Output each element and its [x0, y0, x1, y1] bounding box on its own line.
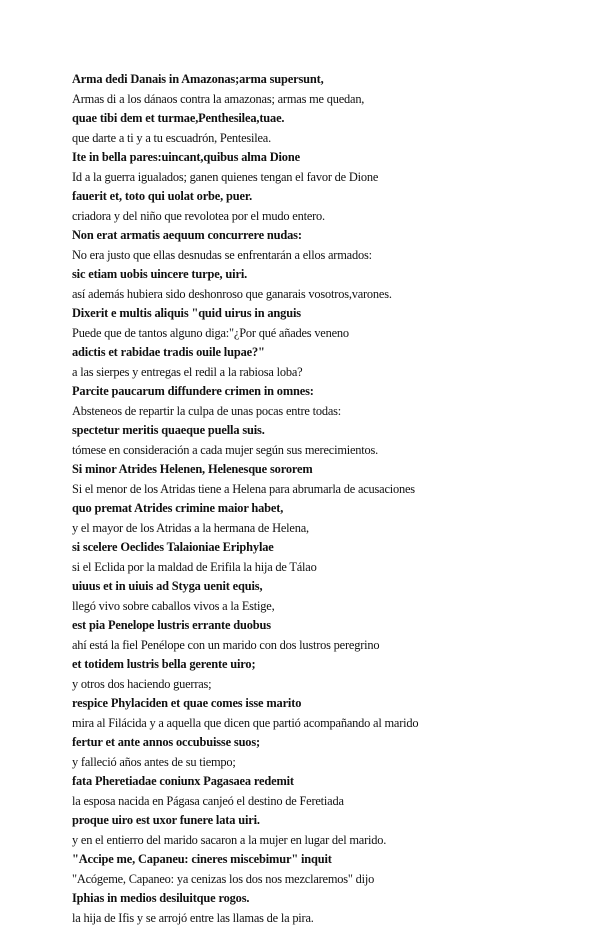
- spanish-translation-line: y el mayor de los Atridas a la hermana de Helena,: [72, 519, 572, 539]
- latin-verse-line: fauerit et, toto qui uolat orbe, puer.: [72, 187, 572, 207]
- spanish-translation-line: a las sierpes y entregas el redil a la rabiosa loba?: [72, 363, 572, 383]
- spanish-translation-line: tómese en consideración a cada mujer según sus merecimientos.: [72, 441, 572, 461]
- latin-verse-line: fata Pheretiadae coniunx Pagasaea redemit: [72, 772, 572, 792]
- spanish-translation-line: así además hubiera sido deshonroso que ganarais vosotros,varones.: [72, 285, 572, 305]
- spanish-translation-line: y en el entierro del marido sacaron a la mujer en lugar del marido.: [72, 831, 572, 851]
- spanish-translation-line: Id a la guerra igualados; ganen quienes tengan el favor de Dione: [72, 168, 572, 188]
- latin-verse-line: quae tibi dem et turmae,Penthesilea,tuae.: [72, 109, 572, 129]
- latin-verse-line: Non erat armatis aequum concurrere nudas:: [72, 226, 572, 246]
- latin-verse-line: fertur et ante annos occubuisse suos;: [72, 733, 572, 753]
- latin-verse-line: respice Phylaciden et quae comes isse marito: [72, 694, 572, 714]
- spanish-translation-line: mira al Filácida y a aquella que dicen que partió acompañando al marido: [72, 714, 572, 734]
- latin-verse-line: Dixerit e multis aliquis "quid uirus in anguis: [72, 304, 572, 324]
- spanish-translation-line: la esposa nacida en Págasa canjeó el destino de Feretiada: [72, 792, 572, 812]
- spanish-translation-line: No era justo que ellas desnudas se enfrentarán a ellos armados:: [72, 246, 572, 266]
- spanish-translation-line: Si el menor de los Atridas tiene a Helena para abrumarla de acusaciones: [72, 480, 572, 500]
- text-body: [72, 70, 572, 928]
- spanish-translation-line: Armas di a los dánaos contra la amazonas; armas me quedan,: [72, 90, 572, 110]
- latin-verse-line: si scelere Oeclides Talaioniae Eriphylae: [72, 538, 572, 558]
- spanish-translation-line: criadora y del niño que revolotea por el mudo entero.: [72, 207, 572, 227]
- spanish-translation-line: la hija de Ifis y se arrojó entre las llamas de la pira.: [72, 909, 572, 928]
- spanish-translation-line: Puede que de tantos alguno diga:"¿Por qué añades veneno: [72, 324, 572, 344]
- spanish-translation-line: ahí está la fiel Penélope con un marido con dos lustros peregrino: [72, 636, 572, 656]
- latin-verse-line: uiuus et in uiuis ad Styga uenit equis,: [72, 577, 572, 597]
- latin-verse-line: Si minor Atrides Helenen, Helenesque sororem: [72, 460, 572, 480]
- latin-verse-line: spectetur meritis quaeque puella suis.: [72, 421, 572, 441]
- latin-verse-line: proque uiro est uxor funere lata uiri.: [72, 811, 572, 831]
- latin-verse-line: adictis et rabidae tradis ouile lupae?": [72, 343, 572, 363]
- spanish-translation-line: que darte a ti y a tu escuadrón, Pentesilea.: [72, 129, 572, 149]
- spanish-translation-line: y falleció años antes de su tiempo;: [72, 753, 572, 773]
- spanish-translation-line: Absteneos de repartir la culpa de unas pocas entre todas:: [72, 402, 572, 422]
- latin-verse-line: est pia Penelope lustris errante duobus: [72, 616, 572, 636]
- latin-verse-line: Parcite paucarum diffundere crimen in omnes:: [72, 382, 572, 402]
- latin-verse-line: Iphias in medios desiluitque rogos.: [72, 889, 572, 909]
- latin-verse-line: "Accipe me, Capaneu: cineres miscebimur" inquit: [72, 850, 572, 870]
- latin-verse-line: Arma dedi Danais in Amazonas;arma supersunt,: [72, 70, 572, 90]
- spanish-translation-line: si el Eclida por la maldad de Erifila la hija de Tálao: [72, 558, 572, 578]
- spanish-translation-line: llegó vivo sobre caballos vivos a la Estige,: [72, 597, 572, 617]
- latin-verse-line: Ite in bella pares:uincant,quibus alma Dione: [72, 148, 572, 168]
- latin-verse-line: quo premat Atrides crimine maior habet,: [72, 499, 572, 519]
- spanish-translation-line: y otros dos haciendo guerras;: [72, 675, 572, 695]
- latin-verse-line: et totidem lustris bella gerente uiro;: [72, 655, 572, 675]
- spanish-translation-line: "Acógeme, Capaneo: ya cenizas los dos nos mezclaremos" dijo: [72, 870, 572, 890]
- latin-verse-line: sic etiam uobis uincere turpe, uiri.: [72, 265, 572, 285]
